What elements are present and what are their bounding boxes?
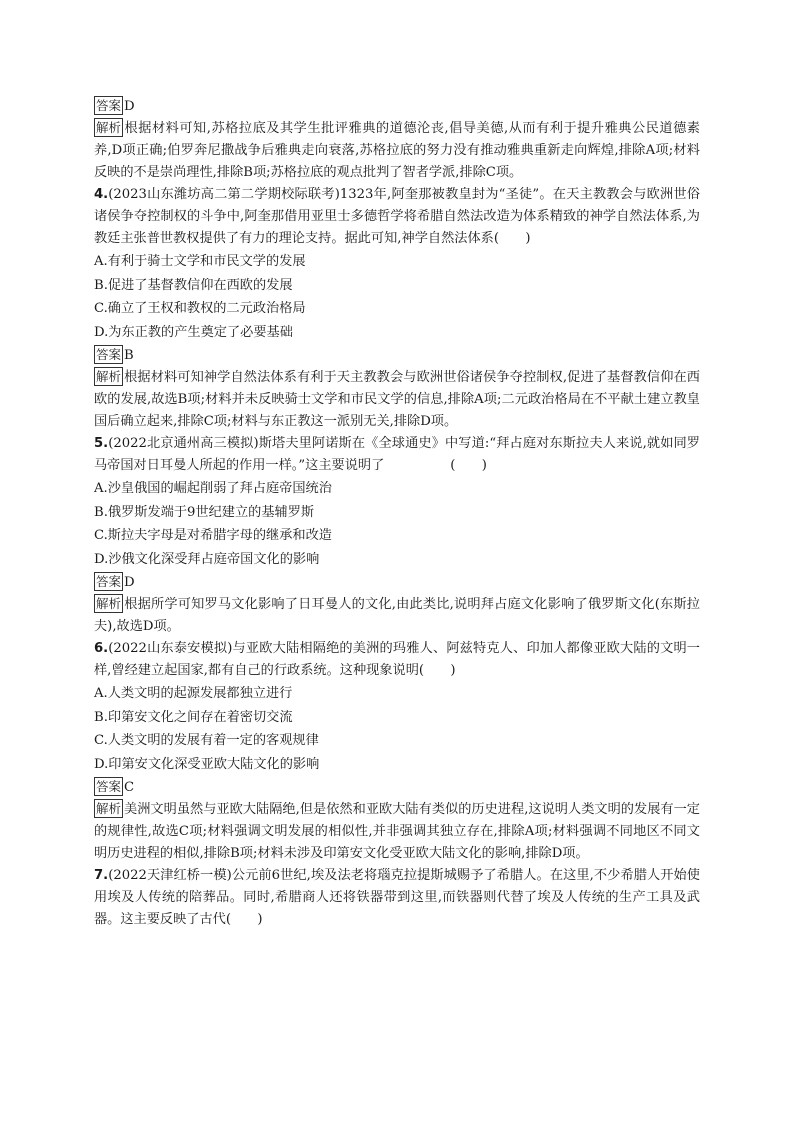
answer-tag: 答案	[96, 574, 122, 589]
analysis-tag: 解析	[96, 369, 122, 384]
option-d: D.沙俄文化深受拜占庭帝国文化的影响	[94, 551, 320, 567]
question-number: 6.	[94, 641, 109, 656]
option-a: A.有利于骑士文学和市民文学的发展	[94, 254, 306, 269]
question-number: 7.	[94, 868, 109, 883]
analysis-line	[94, 799, 700, 865]
option-c: C.人类文明的发展有着一定的客观规律	[94, 733, 319, 748]
answer-line	[94, 345, 700, 367]
option-c: C.斯拉夫字母是对希腊字母的继承和改造	[94, 528, 332, 543]
option-a: A.人类文明的起源发展都独立进行	[94, 686, 293, 701]
analysis-text: 美洲文明虽然与亚欧大陆隔绝,但是依然和亚欧大陆有类似的历史进程,这说明人类文明的发展有一定的规律性,故选C项;材料强调文明发展的相似性,并非强调其独立存在,排除A项;材料强调不同地区不同文明历史进程的相似,排除B项;材料未涉及印第安文化受亚欧大陆文化的影响,排除D项。	[94, 802, 700, 861]
option-b: B.促进了基督教信仰在西欧的发展	[94, 277, 293, 293]
answer-tag: 答案	[96, 98, 122, 113]
question-7	[94, 865, 700, 931]
question-5	[94, 433, 700, 638]
question-stem	[94, 638, 700, 682]
question-text: (2022山东泰安模拟)与亚欧大陆相隔绝的美洲的玛雅人、阿兹特克人、印加人都像亚欧大陆的文明一样,曾经建立起国家,都有自己的行政系统。这种现象说明( )	[94, 641, 700, 678]
question-stem	[94, 184, 700, 250]
question-stem	[94, 433, 700, 477]
question-4	[94, 184, 700, 433]
answer-value: D	[124, 99, 135, 114]
answer-tag: 答案	[96, 779, 122, 794]
question-text: (2022天津红桥一模)公元前6世纪,埃及法老将瑙克拉提斯城赐予了希腊人。在这里,不少希腊人开始使用埃及人传统的陪葬品。同时,希腊商人还将铁器带到这里,而铁器则代替了埃及人传统的生产工具及武器。这主要反映了古代( )	[94, 868, 700, 927]
option-d: D.印第安文化深受亚欧大陆文化的影响	[94, 756, 320, 772]
analysis-line	[94, 594, 700, 638]
answer-tag: 答案	[96, 347, 122, 362]
analysis-line	[94, 367, 700, 433]
answer-line	[94, 777, 700, 799]
question-stem	[94, 865, 700, 931]
prev-answer-block	[94, 96, 700, 184]
answer-line	[94, 572, 700, 594]
answer-value: B	[124, 348, 134, 363]
analysis-text: 根据所学可知罗马文化影响了日耳曼人的文化,由此类比,说明拜占庭文化影响了俄罗斯文化(东斯拉夫),故选D项。	[94, 597, 700, 634]
answer-value: C	[124, 780, 135, 795]
option-a: A.沙皇俄国的崛起削弱了拜占庭帝国统治	[94, 481, 332, 496]
question-text: (2022北京通州高三模拟)斯塔夫里阿诺斯在《全球通史》中写道:“拜占庭对东斯拉夫人来说,就如同罗马帝国对日耳曼人所起的作用一样。”这主要说明了 ( )	[94, 436, 700, 473]
answer-value: D	[124, 575, 135, 590]
answer-line	[94, 96, 700, 118]
question-number: 5.	[94, 436, 109, 451]
analysis-tag: 解析	[96, 801, 122, 816]
document-page	[94, 95, 700, 931]
question-6	[94, 638, 700, 865]
option-b: B.印第安文化之间存在着密切交流	[94, 709, 293, 725]
option-d: D.为东正教的产生奠定了必要基础	[94, 324, 293, 340]
analysis-tag: 解析	[96, 120, 122, 135]
option-c: C.确立了王权和教权的二元政治格局	[94, 301, 306, 316]
analysis-text: 根据材料可知神学自然法体系有利于天主教教会与欧洲世俗诸侯争夺控制权,促进了基督教信仰在西欧的发展,故选B项;材料并未反映骑士文学和市民文学的信息,排除A项;二元政治格局在不平献土建立教皇国后确立起来,排除C项;材料与东正教这一派别无关,排除D项。	[94, 370, 700, 429]
question-number: 4.	[94, 187, 109, 202]
question-text: (2023山东潍坊高二第二学期校际联考)1323年,阿奎那被教皇封为“圣徒”。在天主教教会与欧洲世俗诸侯争夺控制权的斗争中,阿奎那借用亚里士多德哲学将希腊自然法改造为体系精致的神学自然法体系,为教廷主张普世教权提供了有力的理论支持。据此可知,神学自然法体系( )	[94, 187, 700, 246]
option-b: B.俄罗斯发端于9世纪建立的基辅罗斯	[94, 504, 315, 520]
analysis-line	[94, 118, 700, 184]
analysis-text: 根据材料可知,苏格拉底及其学生批评雅典的道德沦丧,倡导美德,从而有利于提升雅典公民道德素养,D项正确;伯罗奔尼撒战争后雅典走向衰落,苏格拉底的努力没有推动雅典重新走向辉煌,排除A项;材料反映的不是崇尚理性,排除B项;苏格拉底的观点批判了智者学派,排除C项。	[94, 121, 700, 180]
analysis-tag: 解析	[96, 596, 122, 611]
